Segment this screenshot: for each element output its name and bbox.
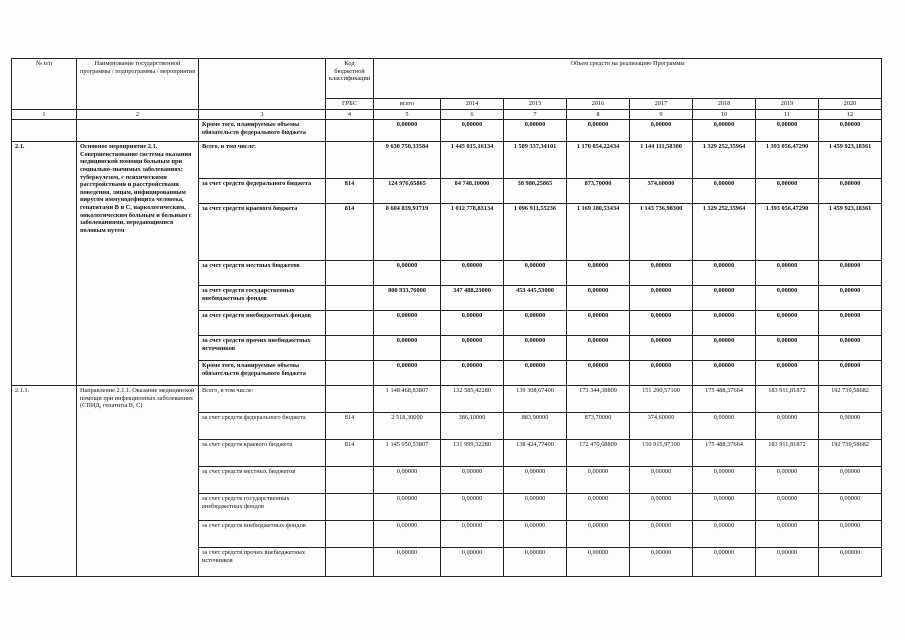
amount-cell: 132 585,42280 xyxy=(441,386,504,413)
funding-source: Всего, в том числе: xyxy=(199,142,326,179)
column-number: 1 xyxy=(12,109,77,120)
amount-cell: 0,00000 xyxy=(374,494,441,521)
amount-cell: 0,00000 xyxy=(630,261,693,286)
amount-cell: 347 488,23000 xyxy=(441,286,504,311)
amount-cell: 1 143 736,98300 xyxy=(630,204,693,261)
row-name-cell xyxy=(77,120,199,142)
amount-cell: 151 290,57100 xyxy=(630,386,693,413)
amount-cell: 0,00000 xyxy=(567,521,630,548)
amount-cell: 0,00000 xyxy=(693,361,756,386)
funding-source: за счет средств государственных внебюджетных фондов xyxy=(199,494,326,521)
amount-cell: 386,10000 xyxy=(441,413,504,440)
amount-cell: 0,00000 xyxy=(504,521,567,548)
year-header: 2020 xyxy=(819,99,882,110)
amount-cell: 0,00000 xyxy=(567,261,630,286)
grbs-cell xyxy=(326,261,374,286)
amount-cell: 0,00000 xyxy=(693,311,756,336)
amount-cell: 374,60000 xyxy=(630,413,693,440)
amount-cell: 0,00000 xyxy=(819,261,882,286)
grbs-cell xyxy=(326,361,374,386)
row-number-cell: 2.1.1. xyxy=(12,386,77,577)
amount-cell: 883,90000 xyxy=(504,413,567,440)
amount-cell: 1 170 054,22434 xyxy=(567,142,630,179)
amount-cell: 0,00000 xyxy=(630,467,693,494)
amount-cell: 0,00000 xyxy=(441,548,504,577)
amount-cell: 0,00000 xyxy=(567,311,630,336)
amount-cell: 0,00000 xyxy=(756,120,819,142)
grbs-cell: 814 xyxy=(326,440,374,467)
amount-cell: 0,00000 xyxy=(441,521,504,548)
funding-source: за счет средств федерального бюджета xyxy=(199,413,326,440)
amount-cell: 0,00000 xyxy=(693,336,756,361)
amount-cell: 0,00000 xyxy=(819,336,882,361)
amount-cell: 0,00000 xyxy=(504,361,567,386)
funding-source: Всего, в том числе: xyxy=(199,386,326,413)
year-header: 2017 xyxy=(630,99,693,110)
amount-cell: 1 459 923,18361 xyxy=(819,142,882,179)
amount-cell: 0,00000 xyxy=(693,286,756,311)
funding-source: за счет средств государственных внебюджетных фондов xyxy=(199,286,326,311)
col-code-header: Код бюджетной классификации xyxy=(326,59,374,99)
amount-cell: 0,00000 xyxy=(567,286,630,311)
amount-cell: 0,00000 xyxy=(756,179,819,204)
amount-cell: 0,00000 xyxy=(819,286,882,311)
amount-cell: 0,00000 xyxy=(504,548,567,577)
amount-cell: 0,00000 xyxy=(374,548,441,577)
table-row xyxy=(12,120,882,142)
amount-cell: 1 589 337,34101 xyxy=(504,142,567,179)
amount-cell: 1 329 252,35964 xyxy=(693,204,756,261)
amount-cell: 0,00000 xyxy=(441,261,504,286)
year-header: 2019 xyxy=(756,99,819,110)
funding-source: за счет средств прочих внебюджетных источников xyxy=(199,336,326,361)
amount-cell: 2 518,30000 xyxy=(374,413,441,440)
amount-cell: 873,70000 xyxy=(567,413,630,440)
amount-cell: 0,00000 xyxy=(374,336,441,361)
row-number-cell xyxy=(12,120,77,142)
amount-cell: 9 630 750,33584 xyxy=(374,142,441,179)
amount-cell: 0,00000 xyxy=(756,361,819,386)
amount-cell: 183 911,81872 xyxy=(756,386,819,413)
year-header: 2015 xyxy=(504,99,567,110)
grbs-cell xyxy=(326,521,374,548)
amount-cell: 0,00000 xyxy=(374,467,441,494)
amount-cell: 0,00000 xyxy=(693,179,756,204)
funding-source: за счет средств местных бюджетов xyxy=(199,467,326,494)
amount-cell: 0,00000 xyxy=(441,336,504,361)
amount-cell: 1 459 923,18361 xyxy=(819,204,882,261)
funding-source: за счет средств внебюджетных фондов xyxy=(199,521,326,548)
funding-source: за счет средств краевого бюджета xyxy=(199,440,326,467)
amount-cell: 453 445,53000 xyxy=(504,286,567,311)
amount-cell: 0,00000 xyxy=(630,494,693,521)
table-row xyxy=(12,386,882,413)
funding-source: за счет средств прочих внебюджетных источников xyxy=(199,548,326,577)
amount-cell: 1 145 950,53807 xyxy=(374,440,441,467)
amount-cell: 183 911,81872 xyxy=(756,440,819,467)
amount-cell: 0,00000 xyxy=(630,286,693,311)
column-number: 10 xyxy=(693,109,756,120)
amount-cell: 0,00000 xyxy=(693,521,756,548)
amount-cell: 0,00000 xyxy=(630,311,693,336)
column-number: 2 xyxy=(77,109,199,120)
amount-cell: 0,00000 xyxy=(756,261,819,286)
amount-cell: 192 739,58682 xyxy=(819,386,882,413)
amount-cell: 0,00000 xyxy=(567,494,630,521)
column-number: 5 xyxy=(374,109,441,120)
amount-cell: 138 424,77400 xyxy=(504,440,567,467)
amount-cell: 0,00000 xyxy=(374,521,441,548)
amount-cell: 0,00000 xyxy=(819,311,882,336)
column-number: 4 xyxy=(326,109,374,120)
grbs-cell xyxy=(326,286,374,311)
amount-cell: 374,60000 xyxy=(630,179,693,204)
amount-cell: 0,00000 xyxy=(693,548,756,577)
amount-cell: 38 980,25865 xyxy=(504,179,567,204)
amount-cell: 0,00000 xyxy=(374,261,441,286)
amount-cell: 0,00000 xyxy=(819,413,882,440)
amount-cell: 173 344,38809 xyxy=(567,386,630,413)
amount-cell: 0,00000 xyxy=(693,467,756,494)
amount-cell: 175 488,37664 xyxy=(693,386,756,413)
amount-cell: 0,00000 xyxy=(567,548,630,577)
amount-cell: 0,00000 xyxy=(504,120,567,142)
amount-cell: 192 739,58682 xyxy=(819,440,882,467)
amount-cell: 0,00000 xyxy=(756,467,819,494)
amount-cell: 1 012 778,83134 xyxy=(441,204,504,261)
column-number: 7 xyxy=(504,109,567,120)
amount-cell: 1 169 180,53434 xyxy=(567,204,630,261)
amount-cell: 0,00000 xyxy=(504,336,567,361)
amount-cell: 139 308,67400 xyxy=(504,386,567,413)
grbs-cell xyxy=(326,120,374,142)
amount-cell: 1 445 015,16134 xyxy=(441,142,504,179)
amount-cell: 0,00000 xyxy=(693,120,756,142)
budget-table xyxy=(11,58,882,577)
funding-source: за счет средств внебюджетных фондов xyxy=(199,311,326,336)
amount-cell: 0,00000 xyxy=(756,413,819,440)
amount-cell: 172 470,68809 xyxy=(567,440,630,467)
grbs-cell: 814 xyxy=(326,179,374,204)
amount-cell: 1 144 111,58300 xyxy=(630,142,693,179)
amount-cell: 800 933,76000 xyxy=(374,286,441,311)
amount-cell: 0,00000 xyxy=(374,311,441,336)
amount-cell: 0,00000 xyxy=(441,467,504,494)
column-number: 12 xyxy=(819,109,882,120)
grbs-cell xyxy=(326,336,374,361)
grbs-cell: 814 xyxy=(326,413,374,440)
amount-cell: 0,00000 xyxy=(630,521,693,548)
grbs-cell xyxy=(326,494,374,521)
amount-cell: 0,00000 xyxy=(693,261,756,286)
amount-cell: 0,00000 xyxy=(504,311,567,336)
amount-cell: 0,00000 xyxy=(693,494,756,521)
funding-source: за счет средств краевого бюджета xyxy=(199,204,326,261)
amount-cell: 0,00000 xyxy=(756,548,819,577)
col-source-header xyxy=(199,59,326,110)
amount-cell: 0,00000 xyxy=(756,494,819,521)
year-header: 2018 xyxy=(693,99,756,110)
grbs-cell: 814 xyxy=(326,204,374,261)
amount-cell: 0,00000 xyxy=(441,120,504,142)
grbs-cell xyxy=(326,548,374,577)
measure-name: Направление 2.1.1. Оказание медицинской помощи при инфекционных заболеваниях (СПИД, гепатиты В, С) xyxy=(77,386,199,577)
col-name-header: Наименование государственной программы / подпрограммы / мероприятия xyxy=(77,59,199,110)
amount-cell: 1 393 056,47290 xyxy=(756,142,819,179)
amount-cell: 131 999,32280 xyxy=(441,440,504,467)
column-number: 8 xyxy=(567,109,630,120)
column-numbering-row xyxy=(12,109,882,120)
table-row xyxy=(12,142,882,179)
amount-cell: 0,00000 xyxy=(819,361,882,386)
amount-cell: 0,00000 xyxy=(630,336,693,361)
total-header: всего xyxy=(374,99,441,110)
year-header: 2016 xyxy=(567,99,630,110)
amount-cell: 0,00000 xyxy=(756,286,819,311)
amount-cell: 0,00000 xyxy=(630,548,693,577)
amount-cell: 0,00000 xyxy=(819,548,882,577)
amount-cell: 0,00000 xyxy=(567,467,630,494)
amount-cell: 0,00000 xyxy=(756,521,819,548)
amount-cell: 1 393 056,47290 xyxy=(756,204,819,261)
funding-source: Кроме того, планируемые объемы обязательств федерального бюджета xyxy=(199,361,326,386)
amount-cell: 0,00000 xyxy=(441,311,504,336)
amount-cell: 84 748,10000 xyxy=(441,179,504,204)
amount-cell: 0,00000 xyxy=(756,336,819,361)
amount-cell: 124 976,65865 xyxy=(374,179,441,204)
amount-cell: 1 329 252,35964 xyxy=(693,142,756,179)
amount-cell: 0,00000 xyxy=(693,413,756,440)
amount-cell: 0,00000 xyxy=(504,261,567,286)
amount-cell: 0,00000 xyxy=(819,120,882,142)
grbs-cell xyxy=(326,386,374,413)
amount-cell: 0,00000 xyxy=(567,120,630,142)
funding-source: за счет средств местных бюджетов xyxy=(199,261,326,286)
amount-cell: 0,00000 xyxy=(374,120,441,142)
row-number-cell: 2.1. xyxy=(12,142,77,386)
column-number: 6 xyxy=(441,109,504,120)
header-row xyxy=(12,59,882,99)
column-number: 3 xyxy=(199,109,326,120)
column-number: 9 xyxy=(630,109,693,120)
amount-cell: 1 148 468,83807 xyxy=(374,386,441,413)
grbs-cell xyxy=(326,467,374,494)
amount-cell: 0,00000 xyxy=(819,494,882,521)
amount-cell: 0,00000 xyxy=(630,120,693,142)
amount-cell: 0,00000 xyxy=(819,467,882,494)
funding-source: Кроме того, планируемые объемы обязательств федерального бюджета xyxy=(199,120,326,142)
amount-cell: 0,00000 xyxy=(567,361,630,386)
amount-cell: 0,00000 xyxy=(441,494,504,521)
amount-cell: 0,00000 xyxy=(504,467,567,494)
amount-cell: 0,00000 xyxy=(374,361,441,386)
grbs-header: ГРБС xyxy=(326,99,374,110)
amount-cell: 1 096 911,55236 xyxy=(504,204,567,261)
amount-cell: 0,00000 xyxy=(819,179,882,204)
amount-cell: 175 488,37664 xyxy=(693,440,756,467)
amount-cell: 0,00000 xyxy=(819,521,882,548)
amount-cell: 0,00000 xyxy=(504,494,567,521)
amount-cell: 0,00000 xyxy=(630,361,693,386)
amount-cell: 150 915,97100 xyxy=(630,440,693,467)
col-volume-header: Объем средств на реализацию Программы xyxy=(374,59,882,99)
grbs-cell xyxy=(326,142,374,179)
amount-cell: 0,00000 xyxy=(441,361,504,386)
amount-cell: 0,00000 xyxy=(756,311,819,336)
amount-cell: 873,70000 xyxy=(567,179,630,204)
col-no-header: № п/п xyxy=(12,59,77,110)
year-header: 2014 xyxy=(441,99,504,110)
amount-cell: 8 604 839,91719 xyxy=(374,204,441,261)
column-number: 11 xyxy=(756,109,819,120)
funding-source: за счет средств федерального бюджета xyxy=(199,179,326,204)
grbs-cell xyxy=(326,311,374,336)
amount-cell: 0,00000 xyxy=(567,336,630,361)
measure-name: Основное мероприятие 2.1. Совершенствование системы оказания медицинской помощи больным при социально-значимых заболеваниях: туберкулезом, с психическими расстройствами и расстройствами поведения, лицам, инфицированным вирусом иммунодефицита человека, гепатитами В и С, наркологическим, онкологическим больным и больным с заболеваниями, передающимися половым путем xyxy=(77,142,199,386)
